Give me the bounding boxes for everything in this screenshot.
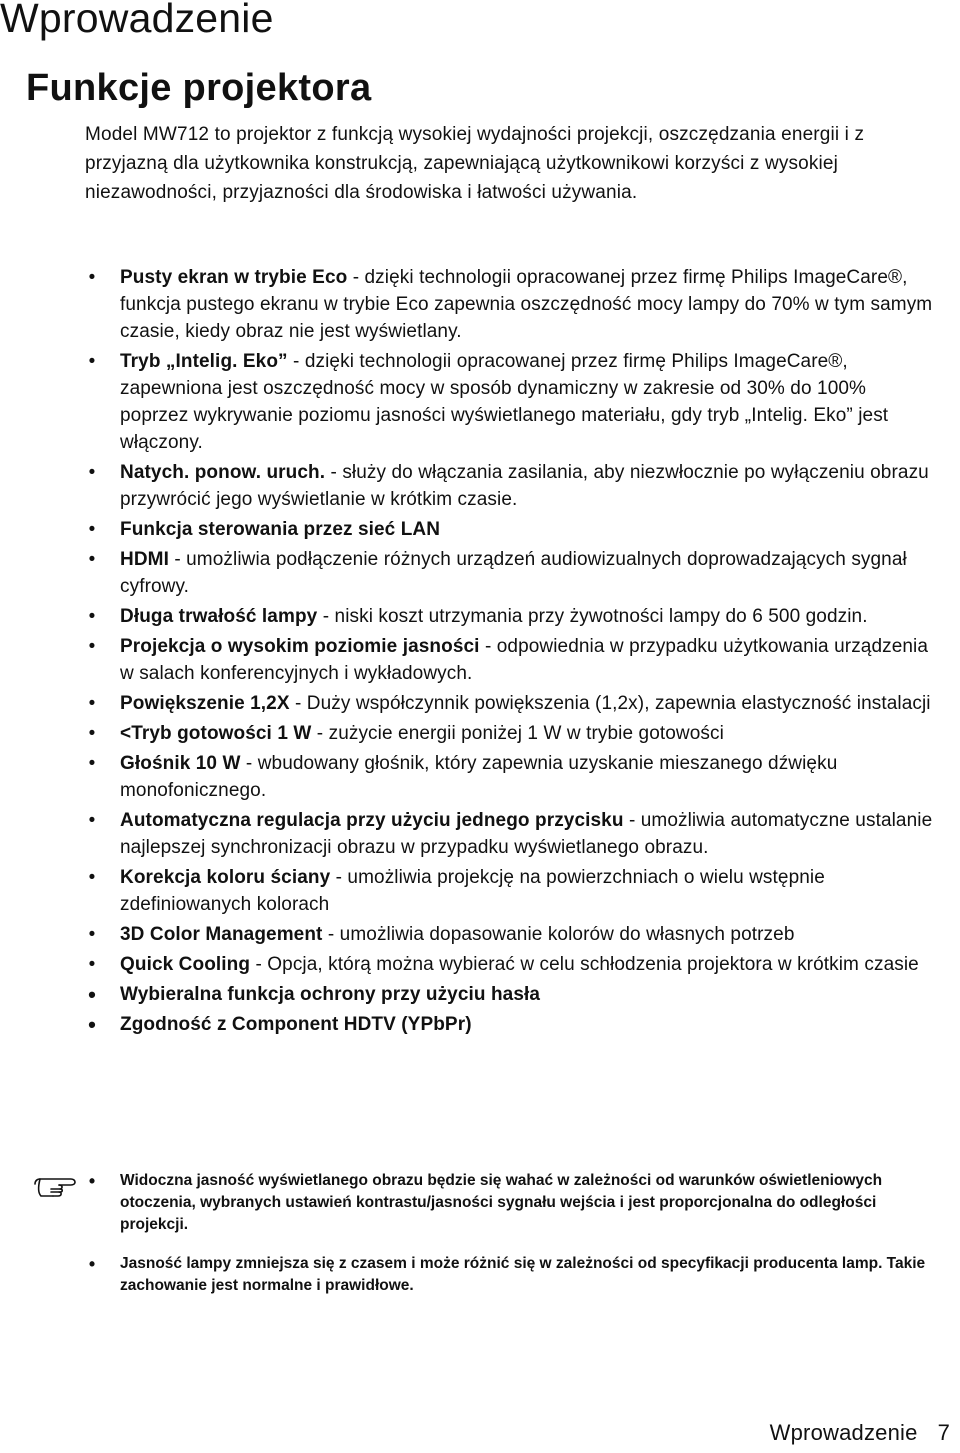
bullet-icon: •	[88, 606, 96, 627]
bullet-icon: •	[88, 519, 96, 540]
feature-term: Korekcja koloru ściany	[120, 867, 331, 888]
feature-item-smart-eco	[0, 348, 960, 456]
note-item-lamp	[0, 1253, 960, 1297]
feature-desc: - niski koszt utrzymania przy żywotności lampy do 6 500 godzin.	[317, 606, 868, 627]
feature-item-wall-color	[0, 864, 960, 918]
feature-desc: - umożliwia dopasowanie kolorów do własnych potrzeb	[322, 924, 795, 945]
feature-desc: - umożliwia projekcję na powierzchniach o wielu wstępnie zdefiniowanych kolorach	[120, 867, 825, 915]
feature-desc: - umożliwia automatyczne ustalanie najlepszej synchronizacji obrazu w przypadku wyświetlanego obrazu.	[120, 810, 933, 858]
page-footer	[770, 1420, 950, 1446]
bullet-icon: •	[88, 1254, 96, 1274]
feature-term: Powiększenie 1,2X	[120, 693, 290, 714]
feature-item-high-brightness	[0, 633, 960, 687]
note-text: Widoczna jasność wyświetlanego obrazu będzie się wahać w zależności od warunków oświetleniowych otoczenia, wybranych ustawień kontrastu/jasności sygnału wejścia i jest proporcjonalna do odległości projekcji.	[120, 1172, 883, 1233]
chapter-title: Wprowadzenie	[0, 0, 274, 41]
feature-item-hdtv	[0, 1011, 960, 1038]
bullet-icon: •	[88, 723, 96, 744]
feature-desc: - służy do włączania zasilania, aby niezwłocznie po wyłączeniu obrazu przywrócić jego wyświetlanie w krótkim czasie.	[120, 462, 929, 510]
feature-term: Tryb „Intelig. Eko”	[120, 351, 288, 372]
feature-item-speaker	[0, 750, 960, 804]
bullet-icon: •	[88, 753, 96, 774]
bullet-icon: •	[88, 351, 96, 372]
feature-term: Natych. ponow. uruch.	[120, 462, 326, 483]
feature-desc: - umożliwia podłączenie różnych urządzeń audiowizualnych doprowadzających sygnał cyfrowy.	[120, 549, 907, 597]
feature-item-lan-control	[0, 516, 960, 543]
bullet-icon: •	[88, 954, 96, 975]
feature-desc: - odpowiednia w przypadku użytkowania urządzenia w salach konferencyjnych i wykładowych.	[120, 636, 929, 684]
feature-term: HDMI	[120, 549, 169, 570]
feature-item-quick-cooling	[0, 951, 960, 978]
bullet-icon: •	[88, 982, 96, 1007]
page-number: 7	[937, 1420, 950, 1445]
feature-list	[0, 264, 960, 1041]
footer-label: Wprowadzenie	[769, 1420, 918, 1445]
bullet-icon: •	[88, 267, 96, 288]
feature-desc: - wbudowany głośnik, który zapewnia uzyskanie mieszanego dźwięku monofonicznego.	[120, 753, 838, 801]
feature-item-zoom	[0, 690, 960, 717]
feature-term: Wybieralna funkcja ochrony przy użyciu hasła	[120, 984, 541, 1005]
feature-term: Długa trwałość lampy	[120, 606, 318, 627]
feature-term: Zgodność z Component HDTV (YPbPr)	[120, 1014, 472, 1035]
feature-term: Automatyczna regulacja przy użyciu jednego przycisku	[120, 810, 624, 831]
feature-item-3d-color	[0, 921, 960, 948]
bullet-icon: •	[88, 810, 96, 831]
feature-term: <Tryb gotowości 1 W	[120, 723, 312, 744]
bullet-icon: •	[88, 636, 96, 657]
feature-item-eco-blank	[0, 264, 960, 345]
feature-term: Pusty ekran w trybie Eco	[120, 267, 348, 288]
bullet-icon: •	[88, 1171, 96, 1191]
feature-desc: - Opcja, którą można wybierać w celu schłodzenia projektora w krótkim czasie	[250, 954, 919, 975]
feature-item-password	[0, 981, 960, 1008]
feature-desc: - zużycie energii poniżej 1 W w trybie gotowości	[311, 723, 724, 744]
feature-desc: - dzięki technologii opracowanej przez firmę Philips ImageCare®, zapewniona jest oszczędność mocy w sposób dynamiczny w zakresie od 30% do 100% poprzez wykrywanie poziomu jasności wyświetlanego materiału, gdy tryb „Intelig. Eko” jest włączony.	[120, 351, 889, 453]
section-title: Funkcje projektora	[26, 67, 372, 109]
bullet-icon: •	[88, 693, 96, 714]
feature-term: Funkcja sterowania przez sieć LAN	[120, 519, 441, 540]
bullet-icon: •	[88, 549, 96, 570]
note-text: Jasność lampy zmniejsza się z czasem i może różnić się w zależności od specyfikacji producenta lamp. Takie zachowanie jest normalne i prawidłowe.	[120, 1255, 926, 1294]
feature-desc: - dzięki technologii opracowanej przez firmę Philips ImageCare®, funkcja pustego ekranu w trybie Eco zapewnia oszczędność mocy lampy do 70% w tym samym czasie, kiedy obraz nie jest wyświetlany.	[120, 267, 933, 342]
feature-term: Quick Cooling	[120, 954, 251, 975]
feature-item-lamp-life	[0, 603, 960, 630]
feature-item-hdmi	[0, 546, 960, 600]
feature-item-standby-power	[0, 720, 960, 747]
feature-term: 3D Color Management	[120, 924, 323, 945]
feature-item-auto-adjust	[0, 807, 960, 861]
bullet-icon: •	[88, 1012, 96, 1037]
feature-item-instant-restart	[0, 459, 960, 513]
feature-term: Głośnik 10 W	[120, 753, 241, 774]
bullet-icon: •	[88, 867, 96, 888]
note-item-brightness	[0, 1170, 960, 1236]
intro-paragraph: Model MW712 to projektor z funkcją wysokiej wydajności projekcji, oszczędzania energii i z przyjazną dla użytkownika konstrukcją, zapewniającą użytkownikowi korzyści z wysokiej niezawodności, przyjazności dla środowiska i łatwości używania.	[85, 124, 865, 203]
bullet-icon: •	[88, 924, 96, 945]
bullet-icon: •	[88, 462, 96, 483]
note-list	[0, 1170, 960, 1314]
feature-term: Projekcja o wysokim poziomie jasności	[120, 636, 480, 657]
feature-desc: - Duży współczynnik powiększenia (1,2x), zapewnia elastyczność instalacji	[289, 693, 931, 714]
